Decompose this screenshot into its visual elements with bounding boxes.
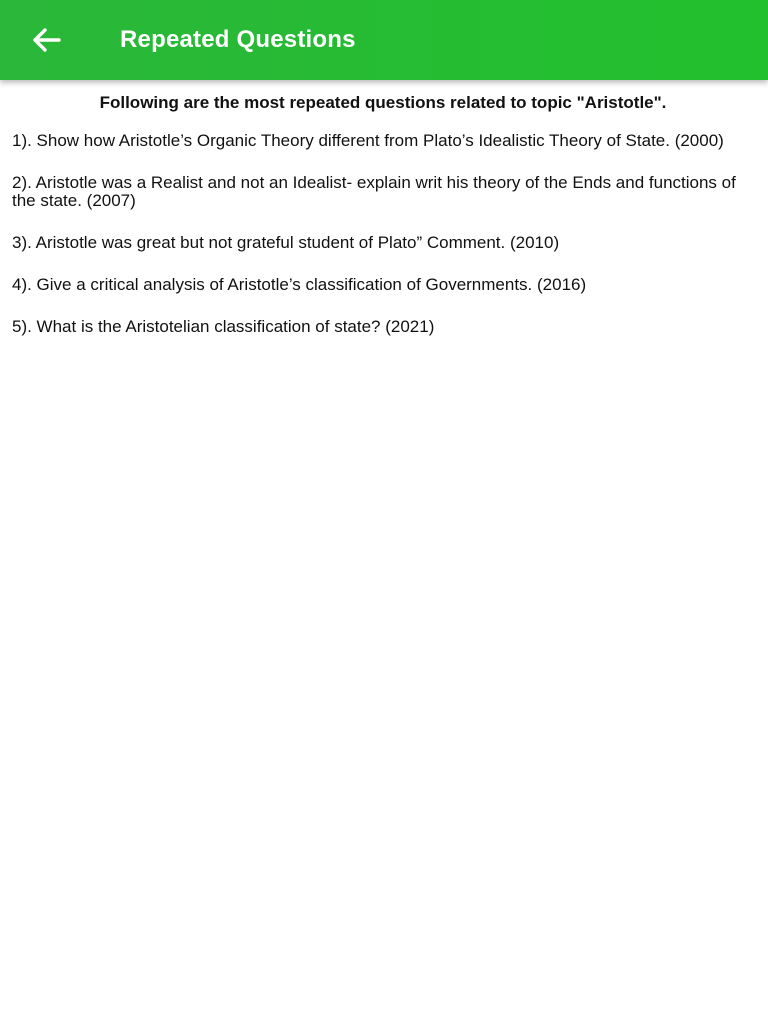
question-item: 3). Aristotle was great but not grateful student of Plato” Comment. (2010) [12, 233, 560, 252]
question-item: 1). Show how Aristotle’s Organic Theory different from Plato’s Idealistic Theory of State. (2000) [12, 131, 724, 150]
question-item: 5). What is the Aristotelian classification of state? (2021) [12, 317, 435, 336]
back-button[interactable] [16, 10, 76, 70]
page-title: Repeated Questions [120, 26, 356, 53]
arrow-left-icon [31, 27, 61, 53]
question-item: 2). Aristotle was a Realist and not an Idealist- explain writ his theory of the Ends and functions of the state. (2007) [12, 173, 736, 210]
question-item: 4). Give a critical analysis of Aristotle’s classification of Governments. (2016) [12, 275, 587, 294]
questions-content [0, 80, 768, 336]
app-bar [0, 0, 768, 80]
intro-text: Following are the most repeated questions related to topic "Aristotle". [99, 93, 667, 112]
